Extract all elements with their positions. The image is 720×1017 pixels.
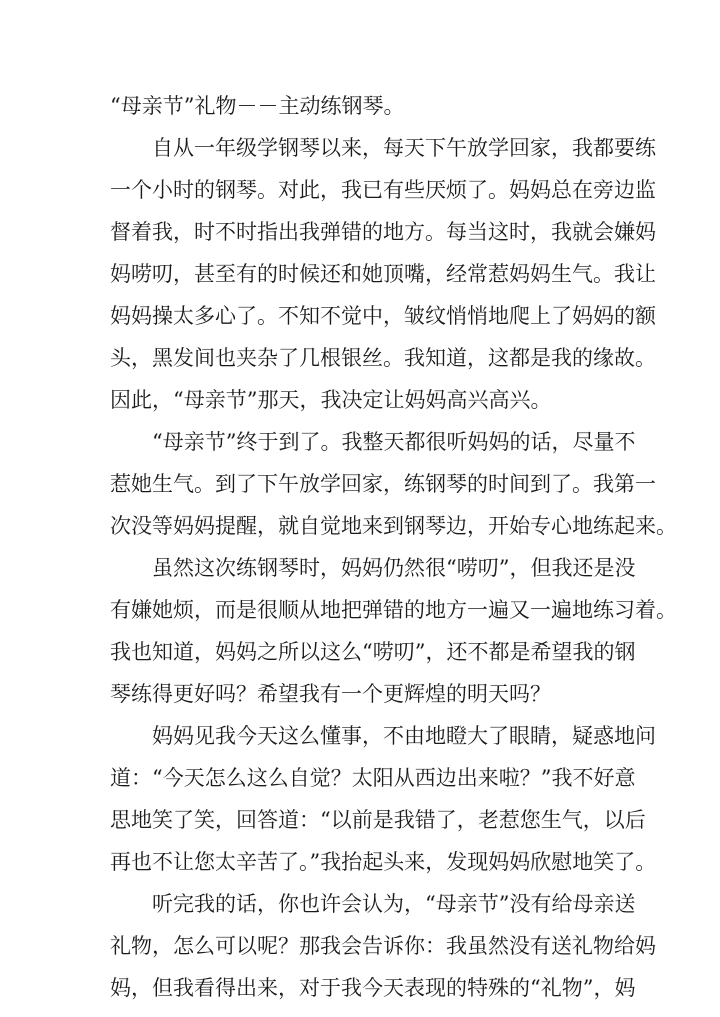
text-line: 自从一年级学钢琴以来，每天下午放学回家，我都要练 bbox=[152, 136, 656, 160]
text-line: 一个小时的钢琴。对此，我已有些厌烦了。妈妈总在旁边监 bbox=[110, 178, 656, 202]
text-line: “母亲节”终于到了。我整天都很听妈妈的话，尽量不 bbox=[152, 430, 636, 454]
text-line: 有嫌她烦，而是很顺从地把弹错的地方一遍又一遍地练习着。 bbox=[110, 598, 677, 622]
text-line: 妈，但我看得出来，对于我今天表现的特殊的“礼物”，妈 bbox=[110, 976, 636, 1000]
text-line: 督着我，时不时指出我弹错的地方。每当这时，我就会嫌妈 bbox=[110, 220, 656, 244]
text-line: 妈妈操太多心了。不知不觉中，皱纹悄悄地爬上了妈妈的额 bbox=[110, 304, 656, 328]
text-line: 我也知道，妈妈之所以这么“唠叨”，还不都是希望我的钢 bbox=[110, 640, 636, 664]
text-line: 思地笑了笑，回答道：“以前是我错了，老惹您生气，以后 bbox=[110, 808, 646, 832]
text-line: 头，黑发间也夹杂了几根银丝。我知道，这都是我的缘故。 bbox=[110, 346, 656, 370]
text-line: 妈唠叨，甚至有的时候还和她顶嘴，经常惹妈妈生气。我让 bbox=[110, 262, 656, 286]
document-title: “母亲节”礼物－－主动练钢琴。 bbox=[110, 94, 405, 118]
text-line: 因此，“母亲节”那天，我决定让妈妈高兴高兴。 bbox=[110, 388, 552, 412]
text-line: 礼物，怎么可以呢？那我会告诉你：我虽然没有送礼物给妈 bbox=[110, 934, 656, 958]
text-line: 道：“今天怎么这么自觉？太阳从西边出来啦？”我不好意 bbox=[110, 766, 636, 790]
text-line: 次没等妈妈提醒，就自觉地来到钢琴边，开始专心地练起来。 bbox=[110, 514, 677, 538]
text-line: 琴练得更好吗？希望我有一个更辉煌的明天吗？ bbox=[110, 682, 551, 706]
text-line: 惹她生气。到了下午放学回家，练钢琴的时间到了。我第一 bbox=[110, 472, 656, 496]
text-line: 妈妈见我今天这么懂事，不由地瞪大了眼睛，疑惑地问 bbox=[152, 724, 656, 748]
text-line: 再也不让您太辛苦了。”我抬起头来，发现妈妈欣慰地笑了。 bbox=[110, 850, 657, 874]
text-line: 虽然这次练钢琴时，妈妈仍然很“唠叨”，但我还是没 bbox=[152, 556, 636, 580]
text-line: 听完我的话，你也许会认为，“母亲节”没有给母亲送 bbox=[152, 892, 636, 916]
